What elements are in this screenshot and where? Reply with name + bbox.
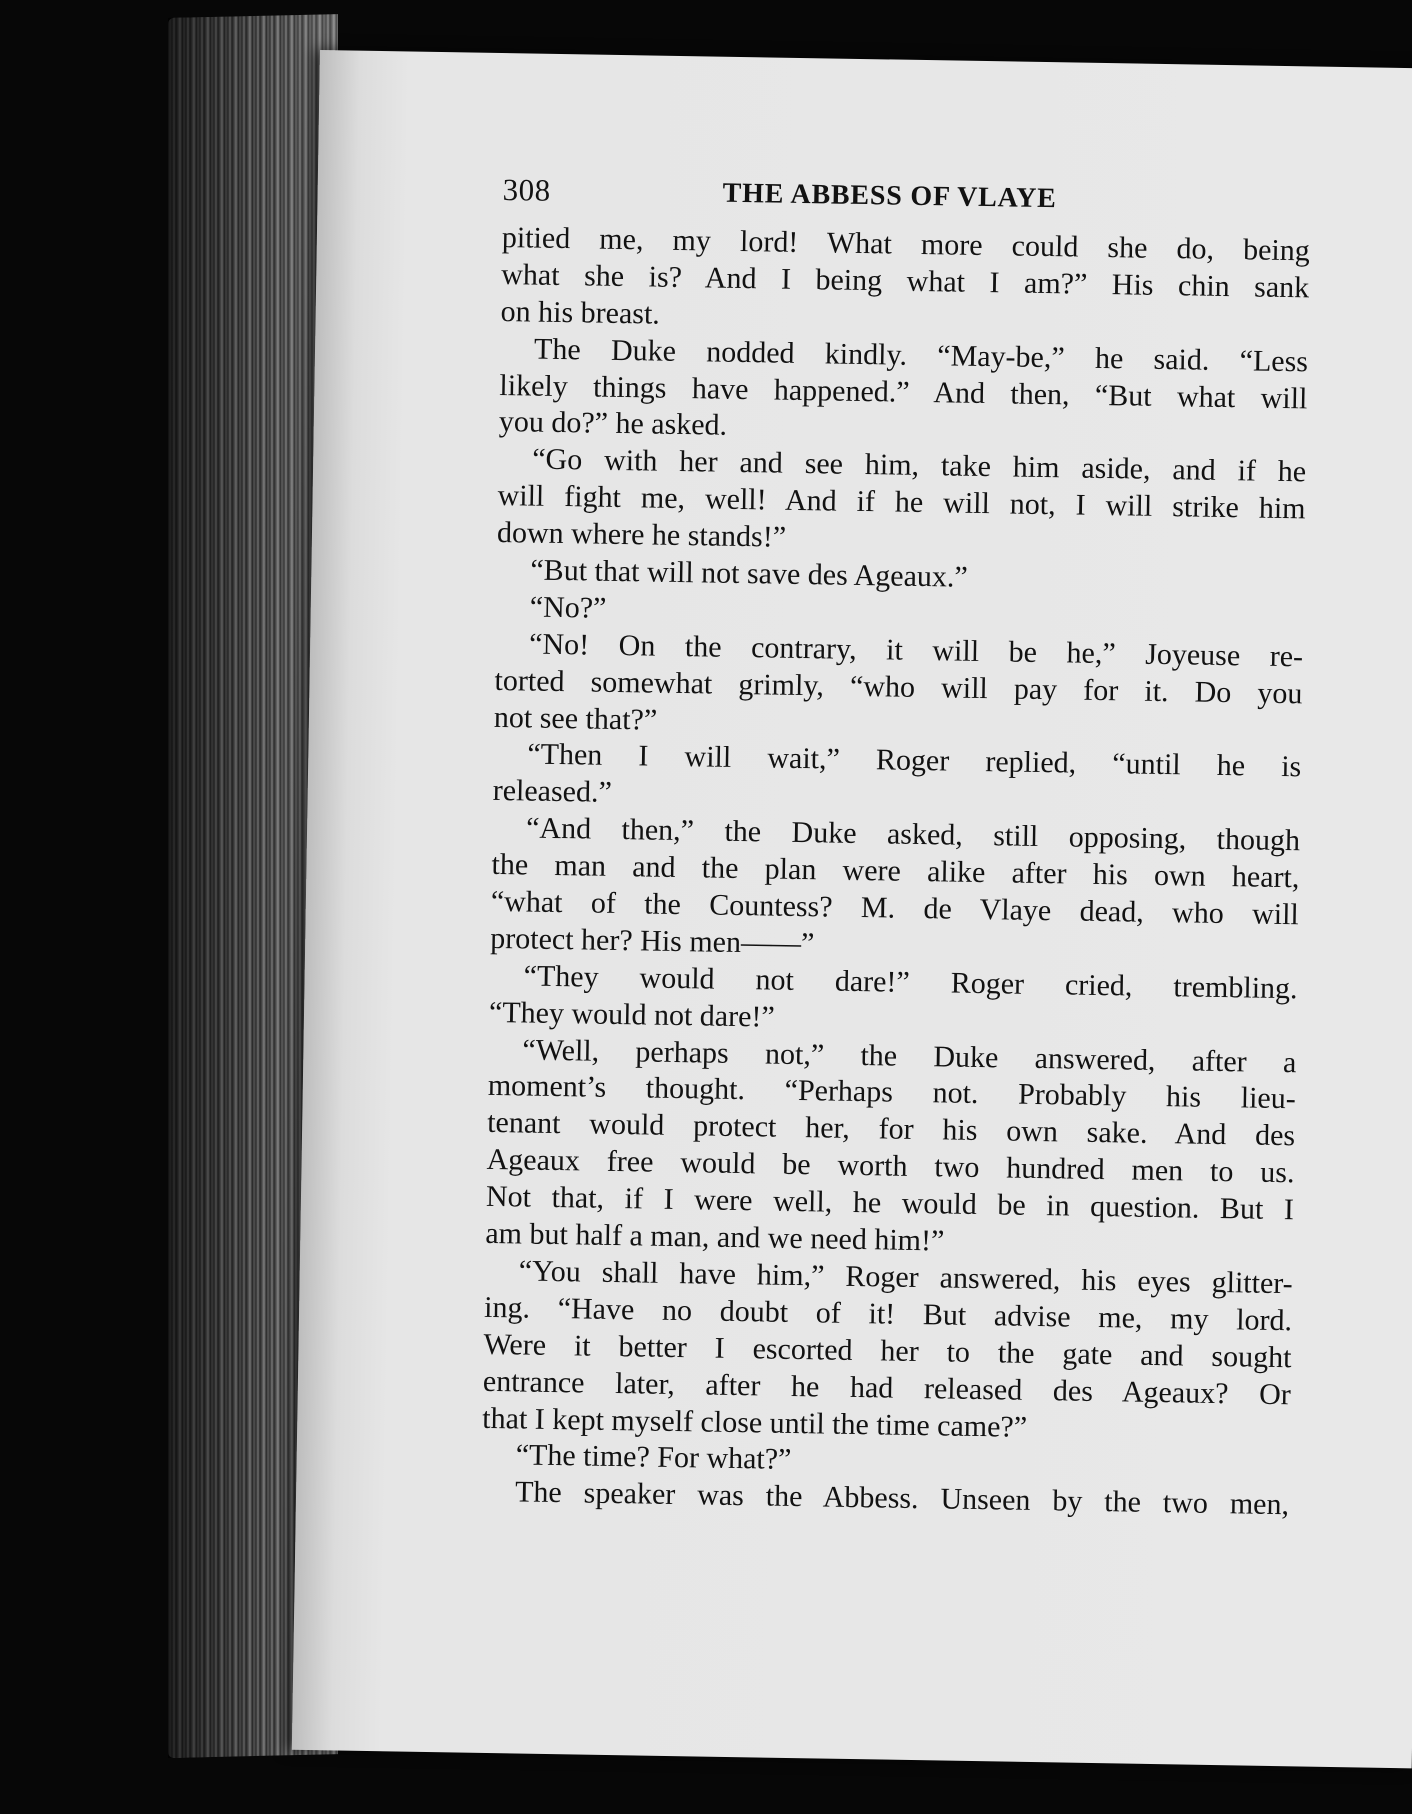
text-line: “Well, perhaps not,” the Duke answered, after a (522, 1033, 1297, 1079)
text-line: released.” (492, 774, 613, 810)
text-line: protect her? His men——” (490, 921, 815, 961)
text-line: “You shall have him,” Roger answered, his eyes glitter- (518, 1254, 1293, 1301)
text-line: ing. “Have no doubt of it! But advise me, my lord. (483, 1290, 1293, 1338)
body-text (481, 220, 1310, 1524)
text-line: “But that will not save des Ageaux.” (530, 553, 969, 594)
text-line: down where he stands!” (496, 516, 787, 554)
page-number: 308 (502, 172, 551, 208)
running-title: THE ABBESS OF VLAYE (722, 177, 1057, 215)
text-line: not see that?” (493, 700, 658, 737)
text-line: “The time? For what?” (515, 1438, 792, 1477)
text-line: am but half a man, and we need him!” (485, 1216, 945, 1258)
text-line: “No?” (529, 590, 607, 625)
text-line: moment’s thought. “Perhaps not. Probably his lieu- (487, 1069, 1297, 1116)
text-line: Not that, if I were well, he would be in question. But I (485, 1180, 1295, 1227)
text-line: “They would not dare!” (488, 995, 776, 1034)
text-line: that I kept myself close until the time came?” (482, 1401, 1028, 1444)
text-line: The speaker was the Abbess. Unseen by the two men, (514, 1475, 1290, 1522)
text-line: “Go with her and see him, take him aside, and if he (531, 442, 1307, 489)
text-line: torted somewhat grimly, “who will pay for it. Do you (494, 663, 1303, 711)
text-line: you do?” he asked. (498, 405, 728, 443)
text-line: likely things have happened.” And then, “But what will (499, 368, 1308, 415)
text-line: “They would not dare!” Roger cried, trembling. (523, 959, 1298, 1006)
text-line: “And then,” the Duke asked, still opposing, though (525, 811, 1301, 858)
text-line: entrance later, after he had released des Ageaux? Or (482, 1364, 1292, 1411)
text-line: The Duke nodded kindly. “May-be,” he said. “Less (533, 332, 1309, 379)
text-line: “Then I will wait,” Roger replied, “until he is (527, 737, 1302, 784)
text-line: Ageaux free would be worth two hundred men to us. (486, 1143, 1295, 1190)
text-line: pitied me, my lord! What more could she do, being (501, 220, 1311, 268)
text-block (481, 172, 1311, 1524)
text-line: tenant would protect her, for his own sake. And des (486, 1106, 1296, 1153)
text-line: on his breast. (500, 294, 661, 331)
text-line: the man and the plan were alike after his own heart, (491, 848, 1300, 895)
text-line: Were it better I escorted her to the gate and sought (483, 1327, 1292, 1374)
text-line: “what of the Countess? M. de Vlaye dead, who will (490, 884, 1300, 932)
text-line: what she is? And I being what I am?” His chin sank (501, 257, 1310, 305)
text-line: will fight me, well! And if he will not, I will strike him (497, 479, 1306, 526)
text-line: “No! On the contrary, it will be he,” Joyeuse re- (528, 627, 1304, 674)
